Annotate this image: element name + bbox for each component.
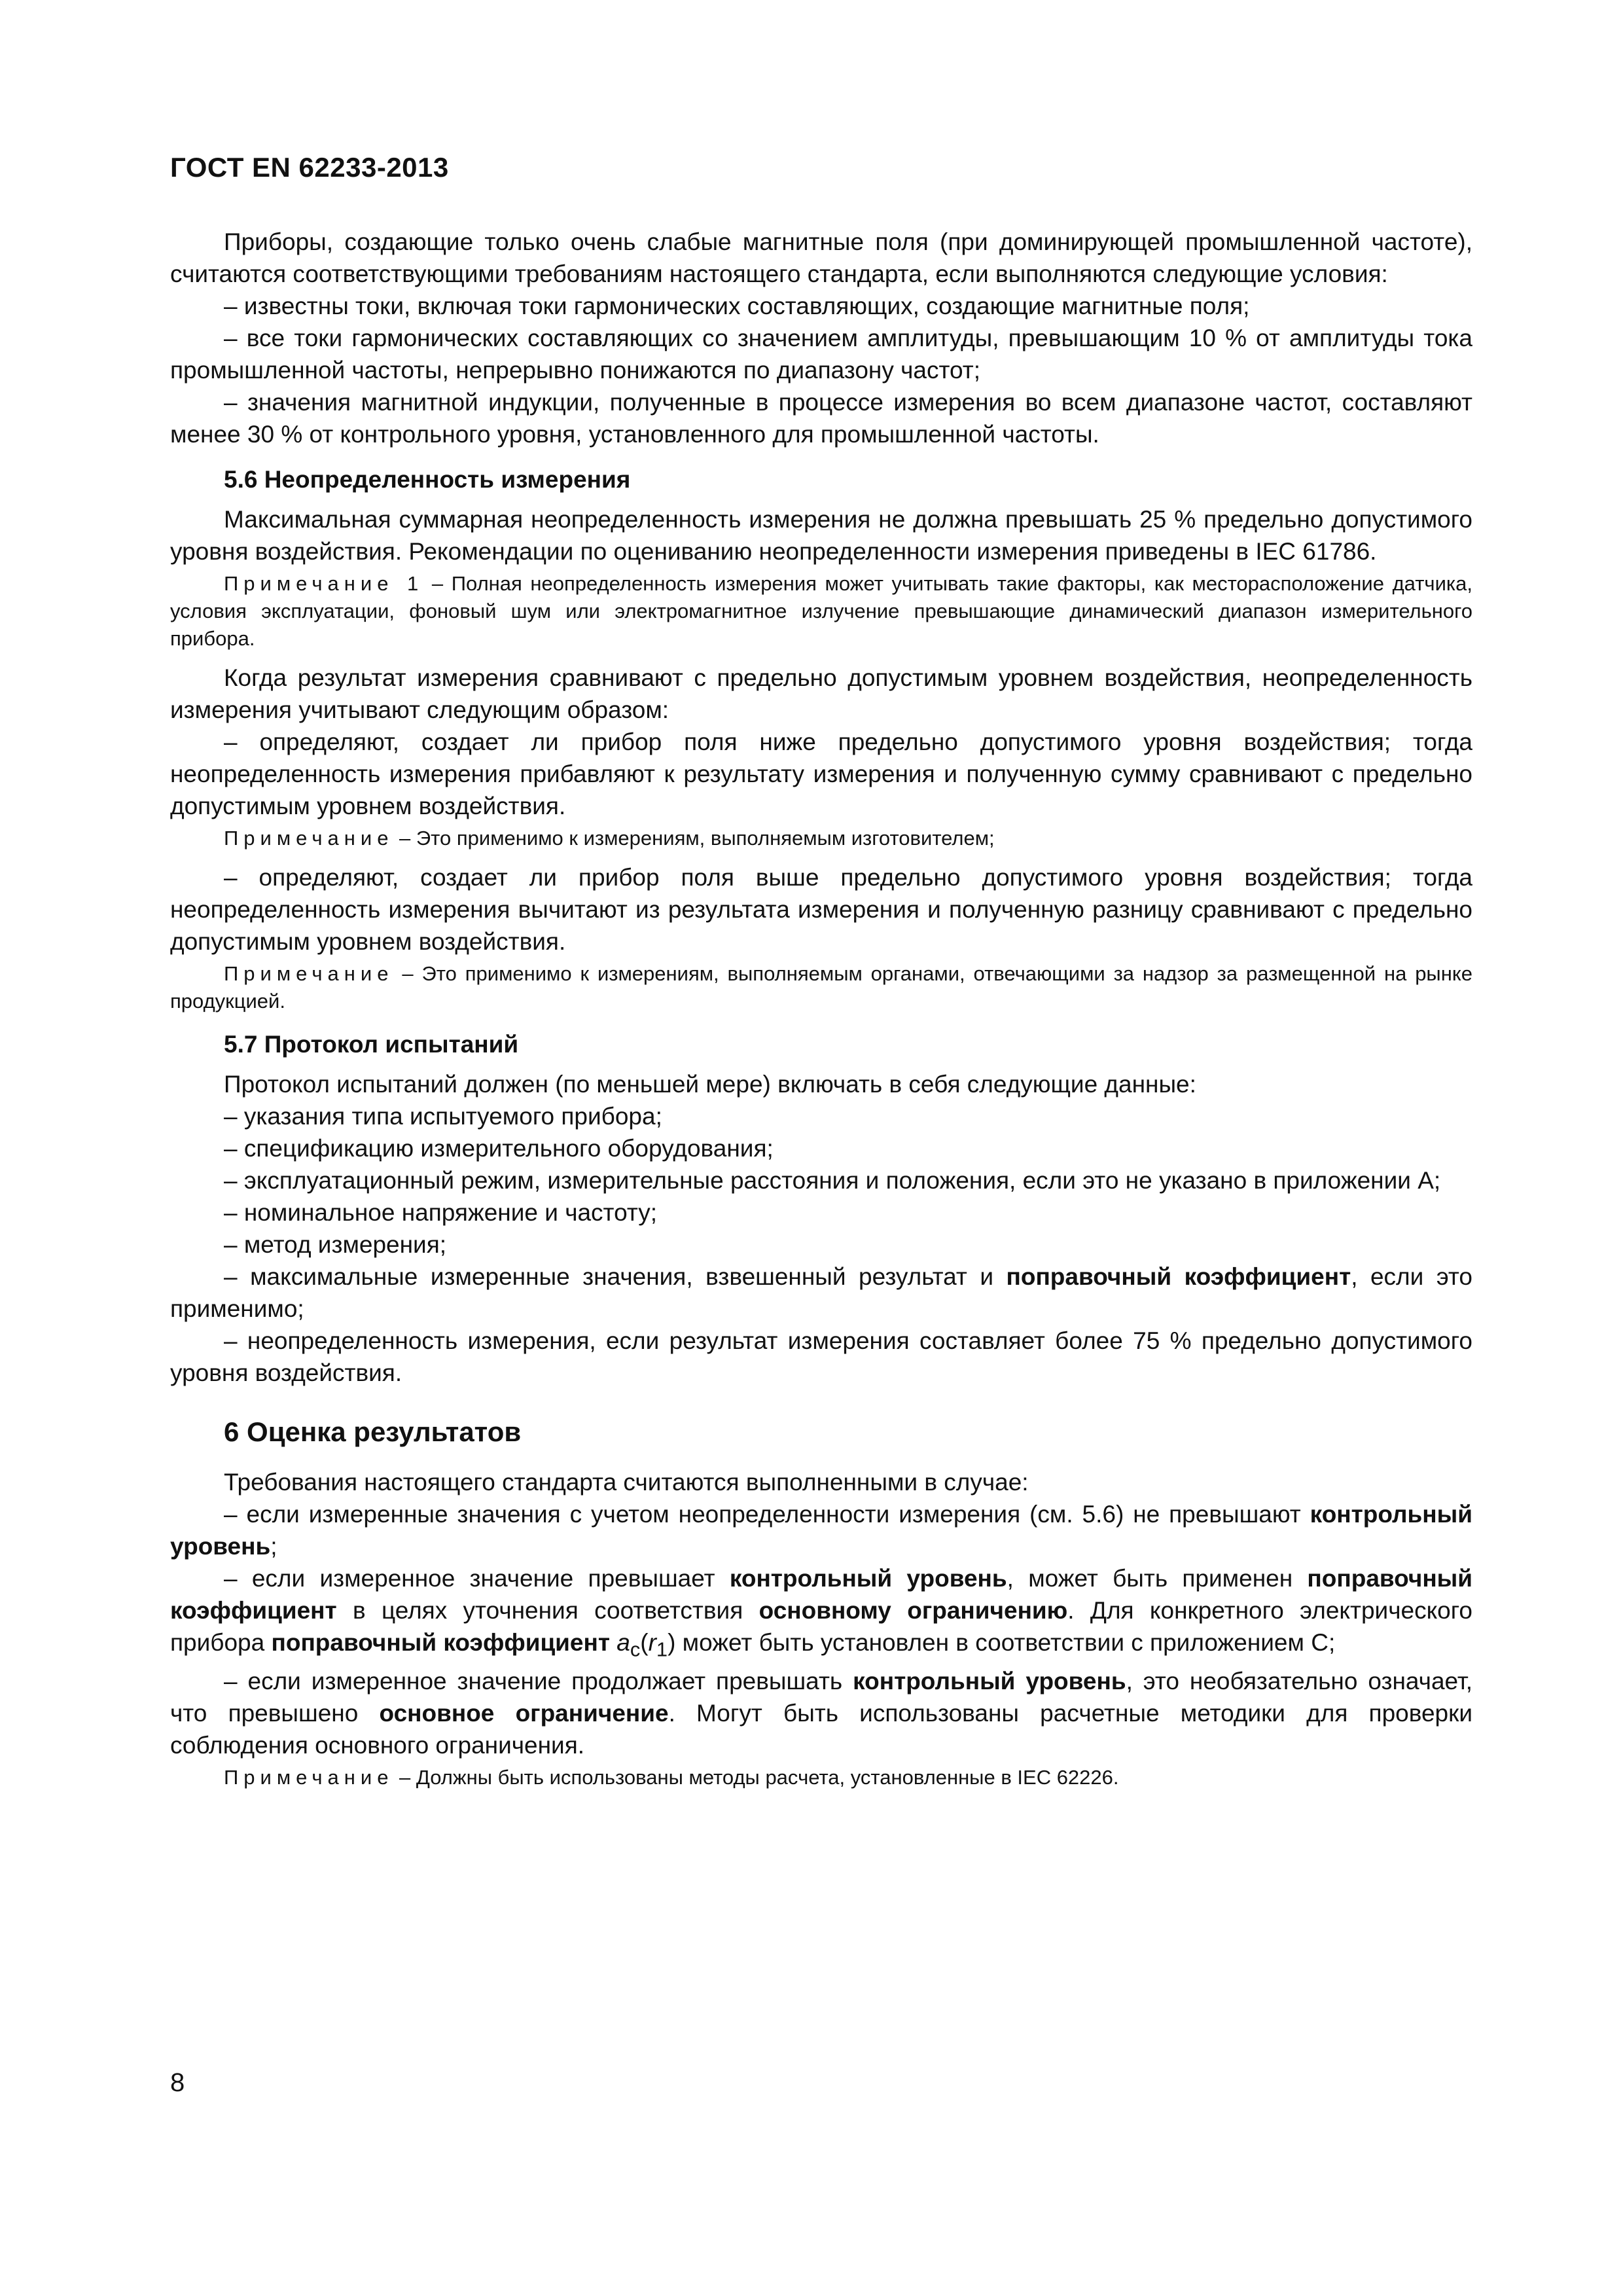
s56-bullet-2: – определяют, создает ли прибор поля выше предельно допустимого уровня воздействия; тогда неопределенность измерения вычитают из результата измерения и полученную разницу сравнивают с предельно допустимым уровнем воздействия. [170,864,1472,955]
text-run: – максимальные измеренные значения, взвешенный результат и [224,1263,1007,1290]
section-5-6-heading: 5.6 Неопределенность измерения [224,466,631,493]
s6-paragraph-1: Требования настоящего стандарта считаются выполненными в случае: [224,1469,1029,1496]
s57-paragraph-1: Протокол испытаний должен (по меньшей мере) включать в себя следующие данные: [224,1071,1196,1098]
note-text: – Должны быть использованы методы расчета, установленные в IEC 62226. [393,1766,1119,1789]
s56-note-2 [170,825,1472,852]
s6-note [170,1764,1472,1791]
text-run: . Могут быть использованы расчетные методики для проверки соблюдения основного ограничения. [170,1700,1472,1759]
section-5-7-heading: 5.7 Протокол испытаний [224,1031,519,1058]
s57-item-7: – неопределенность измерения, если результат измерения составляет более 75 % предельно допустимого уровня воздействия. [170,1327,1472,1386]
s6-item-1 [170,1498,1472,1562]
note-label: Примечание [224,1766,394,1789]
bold-term: поправочный коэффициент [170,1565,1473,1624]
s56-paragraph-2: Когда результат измерения сравнивают с предельно допустимым уровнем воздействия, неопределенность измерения учитывают следующим образом: [170,664,1472,723]
note-label: Примечание 1 [224,572,424,595]
bold-term: поправочный коэффициент [1006,1263,1351,1290]
note-text: – Полная неопределенность измерения может учитывать такие факторы, как месторасположение датчика, условия эксплуатации, фоновый шум или электромагнитное излучение превышающие динамический диапазон измерительного прибора. [170,572,1472,650]
bold-term: поправочный коэффициент [271,1629,610,1656]
text-run: – если измеренное значение продолжает превышать [224,1668,853,1695]
s56-note-1 [170,570,1472,653]
s57-item-1: – указания типа испытуемого прибора; [224,1103,662,1130]
bold-term: основное ограничение [379,1700,669,1727]
bold-term: основному ограничению [758,1597,1068,1624]
text-run: – если измеренные значения с учетом неопределенности измерения (см. 5.6) не превышают [224,1501,1310,1528]
intro-condition-2: – все токи гармонических составляющих со значением амплитуды, превышающим 10 % от амплитуды тока промышленной частоты, непрерывно понижаются по диапазону частот; [170,325,1472,384]
text-run: ; [270,1533,277,1560]
document-body [170,226,1472,1801]
s57-item-6 [170,1261,1472,1325]
s56-note-3 [170,960,1472,1015]
s56-paragraph-1: Максимальная суммарная неопределенность измерения не должна превышать 25 % предельно допустимого уровня воздействия. Рекомендации по оцениванию неопределенности измерения приведены в IEC 61786. [170,506,1472,565]
page-number: 8 [170,2068,185,2097]
note-text: – Это применимо к измерениям, выполняемым изготовителем; [393,827,995,850]
formula-ac-r1: $a_c(r_1)$ [616,1629,676,1661]
text-run: , может быть применен [1007,1565,1308,1592]
s57-item-4: – номинальное напряжение и частоту; [224,1199,657,1226]
s57-item-2: – спецификацию измерительного оборудования; [224,1135,774,1162]
s6-item-3 [170,1665,1472,1761]
intro-condition-3: – значения магнитной индукции, полученные в процессе измерения во всем диапазоне частот, составляют менее 30 % от контрольного уровня, установленного для промышленной частоты. [170,389,1472,448]
text-run: . Для конкретного электрического прибора [170,1597,1473,1656]
note-text: – Это применимо к измерениям, выполняемым органами, отвечающими за надзор за размещенной на рынке продукцией. [170,962,1472,1013]
s57-item-3: – эксплуатационный режим, измерительные расстояния и положения, если это не указано в приложении А; [224,1167,1441,1194]
s56-bullet-1: – определяют, создает ли прибор поля ниже предельно допустимого уровня воздействия; тогда неопределенность измерения прибавляют к результату измерения и полученную сумму сравнивают с предельно допустимым уровнем воздействия. [170,728,1472,819]
note-label: Примечание [224,827,394,850]
bold-term: контрольный уровень [729,1565,1007,1592]
document-page [170,0,1472,2296]
document-code-header: ГОСТ EN 62233-2013 [170,152,449,183]
intro-condition-1: – известны токи, включая токи гармонических составляющих, создающие магнитные поля; [224,293,1250,319]
bold-term: контрольный уровень [853,1668,1126,1695]
text-run: , если это применимо; [170,1263,1472,1322]
section-6-heading: 6 Оценка результатов [224,1416,522,1447]
bold-term: контрольный уровень [170,1501,1472,1560]
text-run: может быть установлен в соответствии с приложением С; [675,1629,1336,1656]
s57-item-5: – метод измерения; [224,1231,447,1258]
text-run: , это необязательно означает, что превышено [170,1668,1472,1727]
intro-paragraph: Приборы, создающие только очень слабые магнитные поля (при доминирующей промышленной частоте), считаются соответствующими требованиям настоящего стандарта, если выполняются следующие условия: [170,228,1472,287]
text-run: – если измеренное значение превышает [224,1565,730,1592]
s6-item-2 [170,1562,1472,1665]
text-run: в целях уточнения соответствия [336,1597,759,1624]
note-label: Примечание [224,962,394,985]
